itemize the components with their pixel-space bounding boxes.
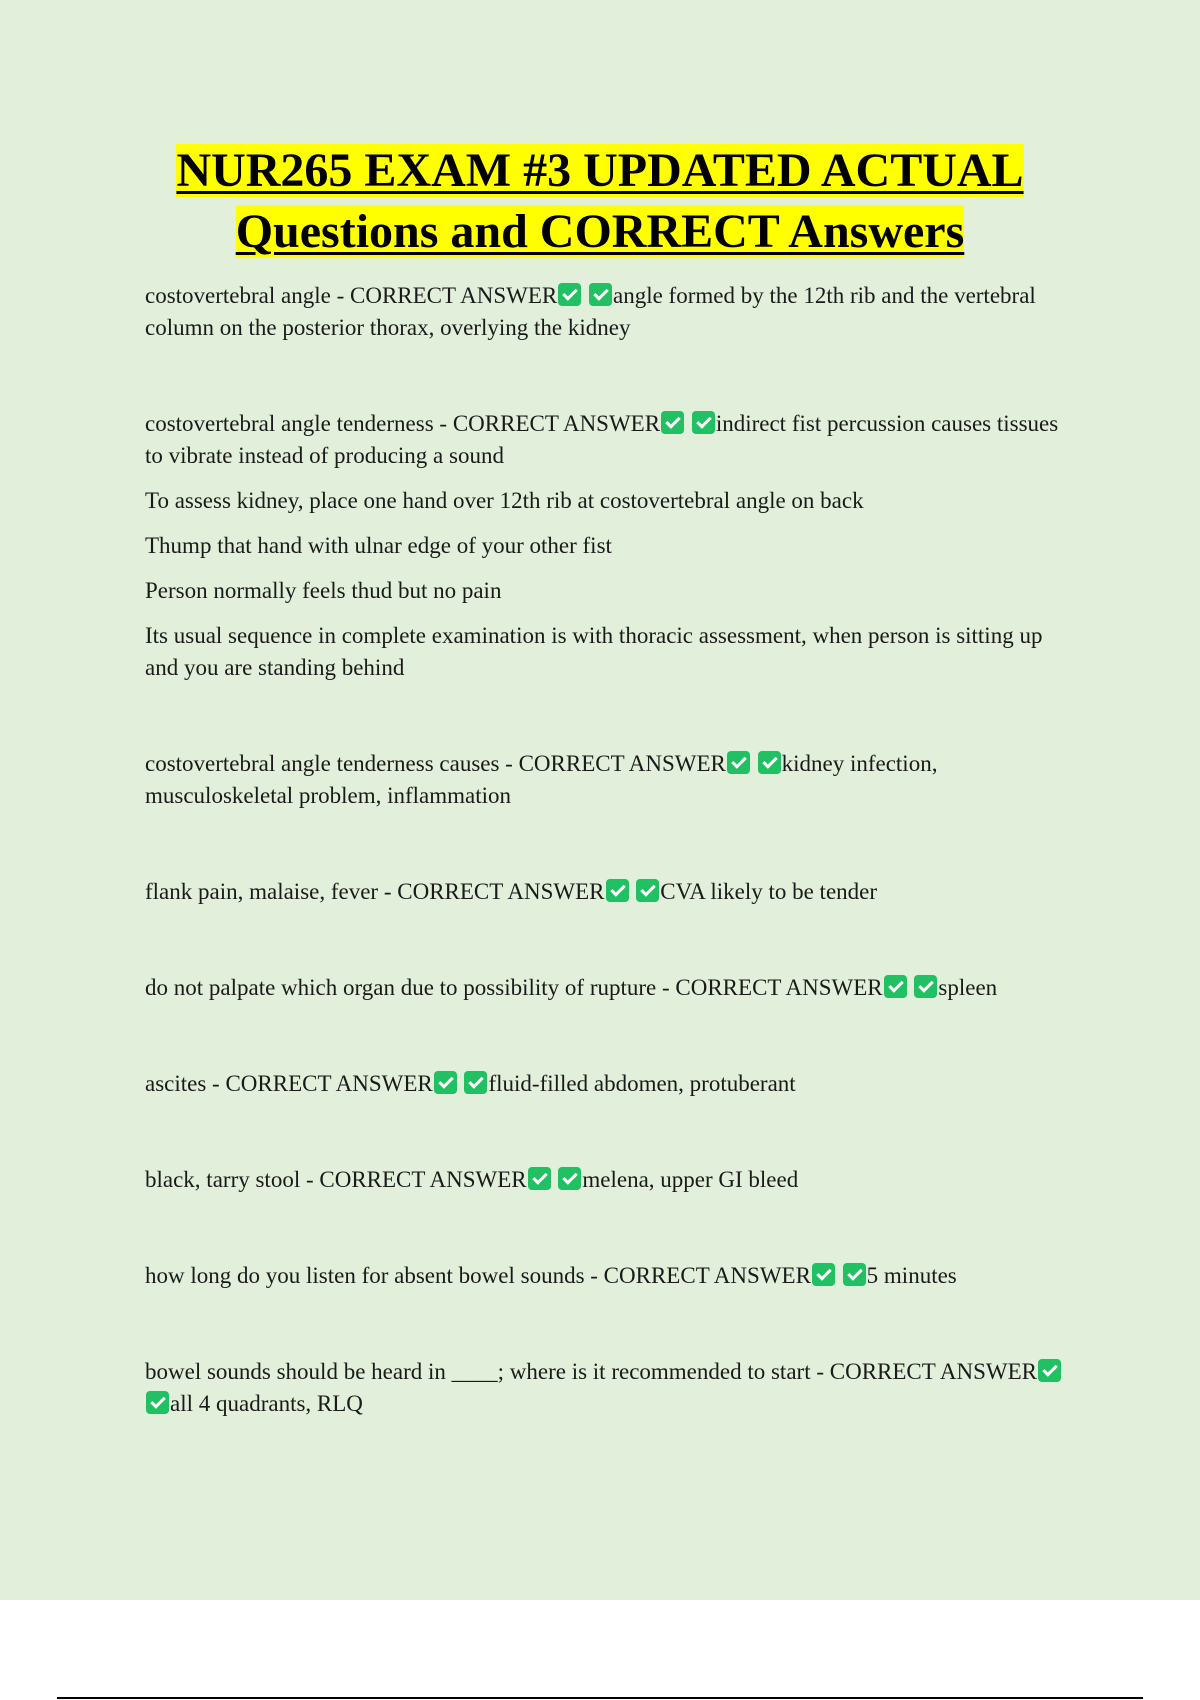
footer-divider (57, 1697, 1143, 1699)
qa-note: Person normally feels thud but no pain (145, 578, 502, 603)
check-icon (558, 1167, 581, 1190)
check-icon (758, 751, 781, 774)
qa-entry (145, 748, 1075, 812)
qa-answer: indirect fist percussion causes tissues to vibrate instead of producing a sound (145, 411, 1059, 468)
qa-answer: CVA likely to be tender (660, 879, 878, 904)
qa-term: do not palpate which organ due to possibility of rupture - CORRECT ANSWER (145, 975, 883, 1000)
page-title (0, 140, 1200, 262)
qa-term: bowel sounds should be heard in ____; where is it recommended to start - CORRECT ANSWER (145, 1359, 1037, 1384)
check-icon (606, 879, 629, 902)
qa-answer: 5 minutes (866, 1263, 957, 1288)
check-icon (589, 283, 612, 306)
qa-answer: spleen (938, 975, 998, 1000)
check-icon (914, 975, 937, 998)
qa-entry (145, 408, 1075, 472)
qa-answer: melena, upper GI bleed (582, 1167, 799, 1192)
qa-answer: kidney infection, musculoskeletal problem, inflammation (145, 751, 938, 808)
check-icon (812, 1263, 835, 1286)
check-icon (1038, 1359, 1061, 1382)
qa-term: how long do you listen for absent bowel sounds - CORRECT ANSWER (145, 1263, 811, 1288)
check-icon (843, 1263, 866, 1286)
qa-list (145, 280, 1075, 1420)
title-line-2: Questions and CORRECT Answers (235, 205, 965, 258)
qa-note: Thump that hand with ulnar edge of your other fist (145, 533, 612, 558)
qa-entry (145, 1260, 1075, 1292)
qa-term: black, tarry stool - CORRECT ANSWER (145, 1167, 527, 1192)
check-icon (661, 411, 684, 434)
qa-note: To assess kidney, place one hand over 12th rib at costovertebral angle on back (145, 488, 864, 513)
check-icon (434, 1071, 457, 1094)
check-icon (636, 879, 659, 902)
qa-answer: angle formed by the 12th rib and the vertebral column on the posterior thorax, overlying the kidney (145, 283, 1036, 340)
check-icon (528, 1167, 551, 1190)
qa-term: costovertebral angle tenderness causes - CORRECT ANSWER (145, 751, 726, 776)
qa-entry (145, 876, 1075, 908)
check-icon (558, 283, 581, 306)
qa-term: ascites - CORRECT ANSWER (145, 1071, 433, 1096)
qa-note: Its usual sequence in complete examination is with thoracic assessment, when person is sitting up and you are standing behind (145, 623, 1043, 680)
qa-entry (145, 1068, 1075, 1100)
qa-term: flank pain, malaise, fever - CORRECT ANSWER (145, 879, 605, 904)
check-icon (464, 1071, 487, 1094)
qa-entry (145, 1356, 1075, 1420)
check-icon (146, 1391, 169, 1414)
check-icon (884, 975, 907, 998)
qa-entry (145, 972, 1075, 1004)
check-icon (692, 411, 715, 434)
qa-entry (145, 1164, 1075, 1196)
qa-term: costovertebral angle tenderness - CORRECT ANSWER (145, 411, 661, 436)
title-line-1: NUR265 EXAM #3 UPDATED ACTUAL (176, 144, 1024, 197)
qa-entry (145, 280, 1075, 344)
qa-answer: all 4 quadrants, RLQ (170, 1391, 363, 1416)
check-icon (727, 751, 750, 774)
qa-answer: fluid-filled abdomen, protuberant (488, 1071, 796, 1096)
qa-term: costovertebral angle - CORRECT ANSWER (145, 283, 558, 308)
